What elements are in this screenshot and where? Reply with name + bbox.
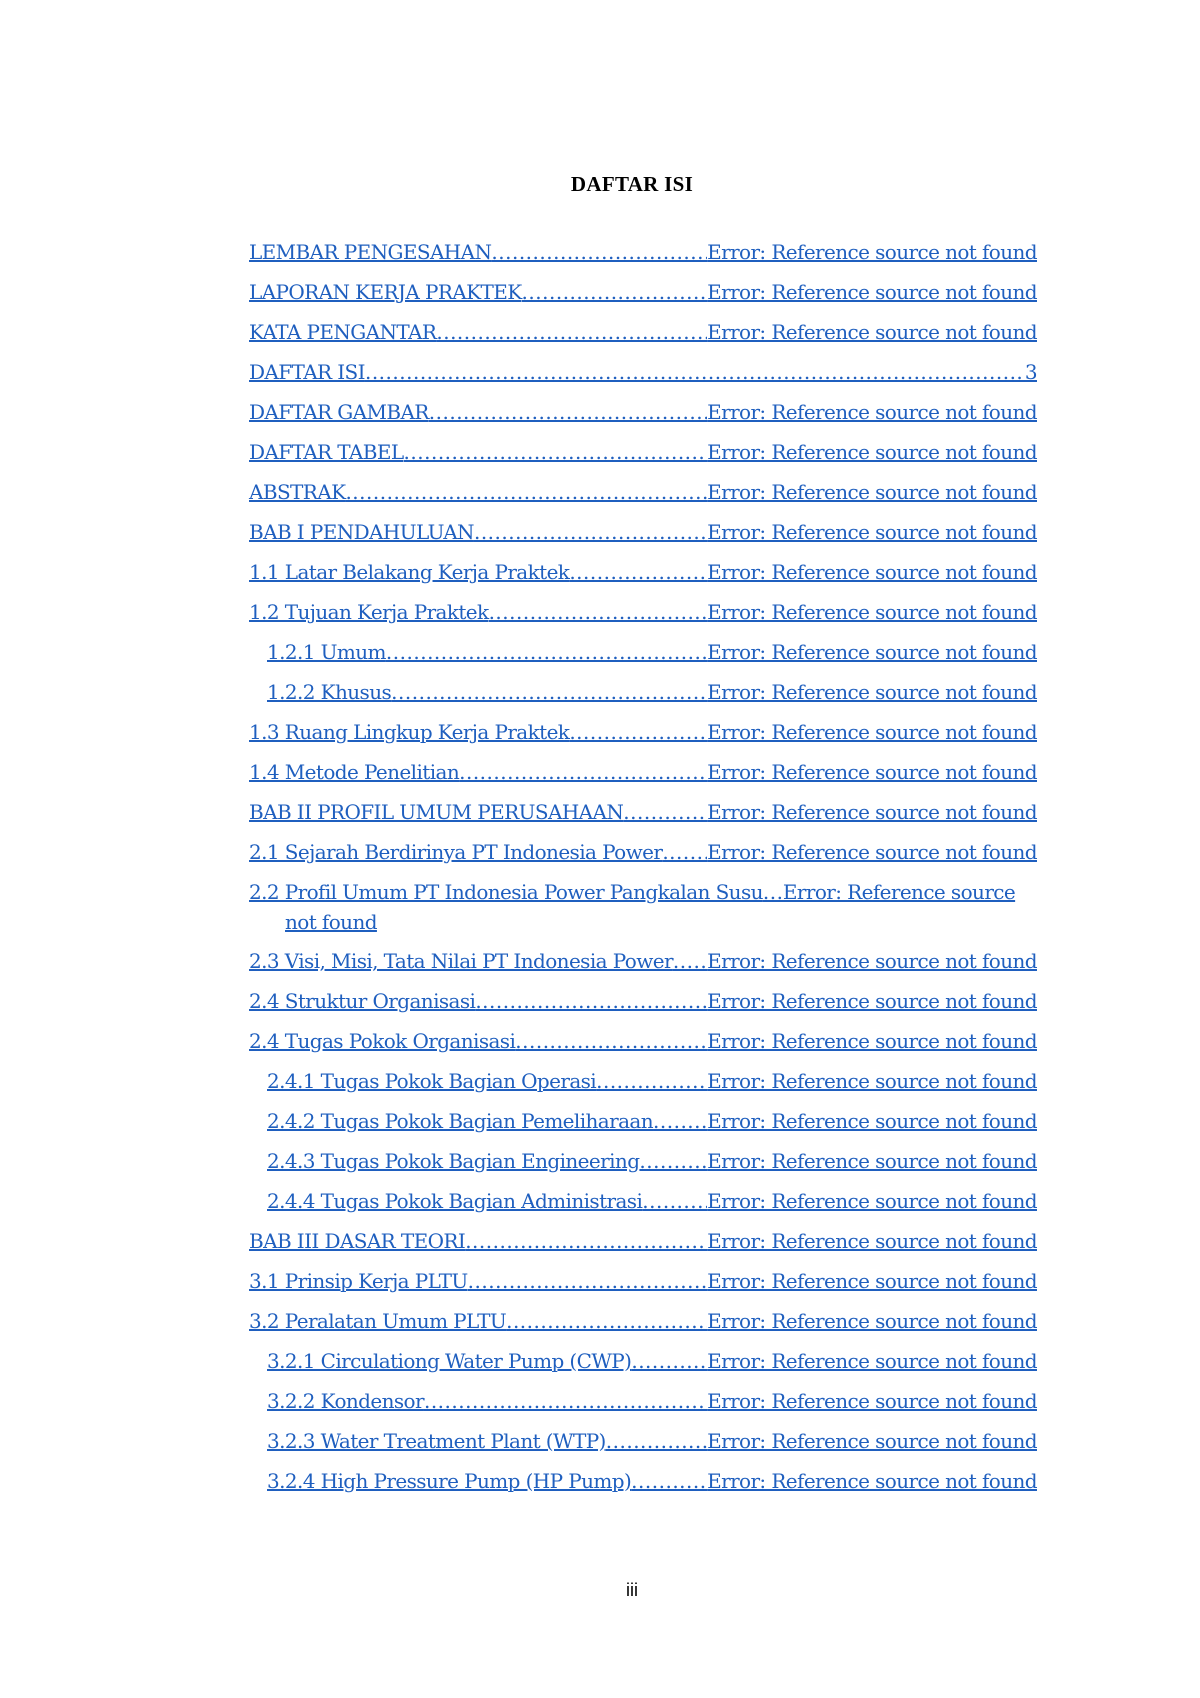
toc-leader-dots xyxy=(631,1469,707,1493)
toc-entry-label: 3.2.4 High Pressure Pump (HP Pump) xyxy=(267,1469,632,1493)
toc-entry[interactable] xyxy=(249,440,1037,480)
toc-leader-dots xyxy=(515,1029,707,1053)
toc-entry[interactable] xyxy=(249,280,1037,320)
toc-entry-page-ref: Error: Reference source not found xyxy=(707,1429,1037,1453)
toc-entry-label: DAFTAR ISI xyxy=(249,360,365,384)
toc-entry-page-ref: Error: Reference source not found xyxy=(707,240,1037,264)
toc-entry[interactable] xyxy=(249,360,1037,400)
toc-entry[interactable] xyxy=(249,1389,1037,1429)
toc-entry[interactable] xyxy=(249,1349,1037,1389)
toc-entry-page-ref: Error: Reference source not found xyxy=(707,1349,1037,1373)
toc-entry[interactable] xyxy=(249,1229,1037,1269)
toc-entry-page-ref: Error: Reference source not found xyxy=(707,1309,1037,1333)
toc-entry-label: 3.2.3 Water Treatment Plant (WTP) xyxy=(267,1429,606,1453)
toc-entry-label: KATA PENGANTAR xyxy=(249,320,437,344)
toc-entry[interactable] xyxy=(249,840,1037,880)
toc-entry-page-ref: Error: Reference source not found xyxy=(707,400,1037,424)
toc-entry[interactable] xyxy=(249,560,1037,600)
toc-entry-label: 2.4 Struktur Organisasi xyxy=(249,989,476,1013)
toc-entry-label: 2.4.2 Tugas Pokok Bagian Pemeliharaan xyxy=(267,1109,654,1133)
toc-entry[interactable] xyxy=(249,1149,1037,1189)
toc-entry-label: 1.4 Metode Penelitian xyxy=(249,760,460,784)
toc-entry-label: 3.2.1 Circulationg Water Pump (CWP) xyxy=(267,1349,632,1373)
toc-entry[interactable] xyxy=(249,1469,1037,1509)
toc-entry-page-ref: Error: Reference source not found xyxy=(707,1069,1037,1093)
toc-entry-page-ref: Error: Reference source not found xyxy=(707,640,1037,664)
toc-leader-dots xyxy=(522,280,708,304)
toc-leader-dots xyxy=(489,600,708,624)
toc-leader-dots xyxy=(468,1269,707,1293)
toc-leader-dots xyxy=(429,400,707,424)
toc-entry-page-ref: Error: Reference source not found xyxy=(707,1029,1037,1053)
toc-entry-label: 1.2 Tujuan Kerja Praktek xyxy=(249,600,489,624)
toc-leader-dots xyxy=(404,440,708,464)
toc-leader-dots xyxy=(673,949,707,973)
toc-entry-label: ABSTRAK xyxy=(249,480,346,504)
toc-entry-page-ref: Error: Reference source not found xyxy=(707,949,1037,973)
toc-entry-line xyxy=(249,880,1037,904)
toc-leader-dots xyxy=(569,720,707,744)
toc-leader-dots xyxy=(763,880,783,904)
toc-entry[interactable] xyxy=(249,600,1037,640)
toc-leader-dots xyxy=(569,560,707,584)
toc-entry-page-ref: 3 xyxy=(1024,360,1037,384)
toc-entry[interactable] xyxy=(249,760,1037,800)
table-of-contents xyxy=(249,240,1037,1509)
toc-entry-label: DAFTAR TABEL xyxy=(249,440,404,464)
toc-leader-dots xyxy=(662,840,707,864)
toc-leader-dots xyxy=(631,1349,707,1373)
toc-entry[interactable] xyxy=(249,1309,1037,1349)
toc-entry[interactable] xyxy=(249,240,1037,280)
toc-entry-label: 2.4.3 Tugas Pokok Bagian Engineering xyxy=(267,1149,640,1173)
toc-entry-page-ref: Error: Reference source not found xyxy=(707,320,1037,344)
toc-entry-page-ref-continued: not found xyxy=(285,910,377,934)
toc-leader-dots xyxy=(365,360,1025,384)
toc-entry[interactable] xyxy=(249,1429,1037,1469)
toc-entry[interactable] xyxy=(249,800,1037,840)
toc-entry-page-ref: Error: Reference source not found xyxy=(707,440,1037,464)
toc-entry-label: BAB I PENDAHULUAN xyxy=(249,520,474,544)
toc-entry-page-ref: Error: Reference source not found xyxy=(707,1229,1037,1253)
toc-entry-page-ref: Error: Reference source not found xyxy=(707,520,1037,544)
toc-entry-label: 2.4.1 Tugas Pokok Bagian Operasi xyxy=(267,1069,597,1093)
toc-entry-page-ref: Error: Reference source not found xyxy=(707,760,1037,784)
toc-entry-page-ref: Error: Reference source not found xyxy=(707,1149,1037,1173)
toc-entry-label: BAB III DASAR TEORI xyxy=(249,1229,466,1253)
toc-leader-dots xyxy=(606,1429,707,1453)
toc-entry-page-ref: Error: Reference source not found xyxy=(707,800,1037,824)
toc-entry[interactable] xyxy=(249,320,1037,360)
toc-leader-dots xyxy=(459,760,707,784)
toc-entry-label: DAFTAR GAMBAR xyxy=(249,400,429,424)
toc-entry-label: 1.3 Ruang Lingkup Kerja Praktek xyxy=(249,720,570,744)
toc-entry-page-ref: Error: Reference source not found xyxy=(707,560,1037,584)
page-title: DAFTAR ISI xyxy=(570,172,694,196)
toc-entry-page-ref: Error: Reference source not found xyxy=(707,1189,1037,1213)
toc-entry[interactable] xyxy=(249,880,1037,949)
toc-entry[interactable] xyxy=(249,520,1037,560)
toc-entry-page-ref: Error: Reference source not found xyxy=(707,680,1037,704)
toc-entry-label: 2.4 Tugas Pokok Organisasi xyxy=(249,1029,516,1053)
toc-entry-label: 1.1 Latar Belakang Kerja Praktek xyxy=(249,560,570,584)
toc-leader-dots xyxy=(642,1189,707,1213)
toc-entry-page-ref: Error: Reference source not found xyxy=(707,280,1037,304)
toc-leader-dots xyxy=(639,1149,707,1173)
toc-entry-label: LEMBAR PENGESAHAN xyxy=(249,240,492,264)
toc-leader-dots xyxy=(475,989,707,1013)
toc-entry-page-ref: Error: Reference source not found xyxy=(707,1469,1037,1493)
toc-entry-page-ref: Error: Reference source not found xyxy=(707,840,1037,864)
toc-entry-label: 3.1 Prinsip Kerja PLTU xyxy=(249,1269,468,1293)
toc-entry-page-ref: Error: Reference source not found xyxy=(707,480,1037,504)
toc-leader-dots xyxy=(465,1229,707,1253)
toc-entry[interactable] xyxy=(249,949,1037,989)
toc-entry-label: 3.2 Peralatan Umum PLTU xyxy=(249,1309,507,1333)
toc-entry-page-ref: Error: Reference source not found xyxy=(707,1389,1037,1413)
toc-leader-dots xyxy=(653,1109,707,1133)
toc-entry-label: 2.2 Profil Umum PT Indonesia Power Pangkalan Susu xyxy=(249,880,763,904)
toc-entry-label: 2.1 Sejarah Berdirinya PT Indonesia Power xyxy=(249,840,663,864)
toc-leader-dots xyxy=(596,1069,707,1093)
toc-entry[interactable] xyxy=(249,640,1037,680)
toc-leader-dots xyxy=(345,480,707,504)
toc-leader-dots xyxy=(491,240,707,264)
toc-entry[interactable] xyxy=(249,720,1037,760)
toc-entry-label: 1.2.2 Khusus xyxy=(267,680,392,704)
toc-entry-label: 2.3 Visi, Misi, Tata Nilai PT Indonesia Power xyxy=(249,949,673,973)
toc-entry-page-ref: Error: Reference source not found xyxy=(707,600,1037,624)
page-number: iii xyxy=(626,1580,638,1600)
toc-entry[interactable] xyxy=(249,1269,1037,1309)
toc-leader-dots xyxy=(623,800,707,824)
toc-entry[interactable] xyxy=(249,480,1037,520)
toc-entry[interactable] xyxy=(249,1069,1037,1109)
toc-entry-label: 3.2.2 Kondensor xyxy=(267,1389,424,1413)
toc-entry[interactable] xyxy=(249,989,1037,1029)
toc-entry-page-ref: Error: Reference source not found xyxy=(707,720,1037,744)
toc-entry-label: BAB II PROFIL UMUM PERUSAHAAN xyxy=(249,800,624,824)
toc-entry-page-ref: Error: Reference source not found xyxy=(707,1269,1037,1293)
toc-entry[interactable] xyxy=(249,1029,1037,1069)
toc-entry-label: 2.4.4 Tugas Pokok Bagian Administrasi xyxy=(267,1189,643,1213)
toc-leader-dots xyxy=(424,1389,707,1413)
toc-leader-dots xyxy=(391,680,707,704)
toc-entry-page-ref: Error: Reference source not found xyxy=(707,1109,1037,1133)
toc-entry[interactable] xyxy=(249,400,1037,440)
toc-leader-dots xyxy=(506,1309,707,1333)
toc-entry-label: 1.2.1 Umum xyxy=(267,640,386,664)
toc-entry-page-ref: Error: Reference source xyxy=(782,880,1016,904)
toc-entry-label: LAPORAN KERJA PRAKTEK xyxy=(249,280,522,304)
toc-entry-page-ref: Error: Reference source not found xyxy=(707,989,1037,1013)
toc-leader-dots xyxy=(386,640,707,664)
toc-entry[interactable] xyxy=(249,1109,1037,1149)
toc-leader-dots xyxy=(474,520,707,544)
toc-entry[interactable] xyxy=(249,680,1037,720)
toc-leader-dots xyxy=(436,320,707,344)
toc-entry[interactable] xyxy=(249,1189,1037,1229)
